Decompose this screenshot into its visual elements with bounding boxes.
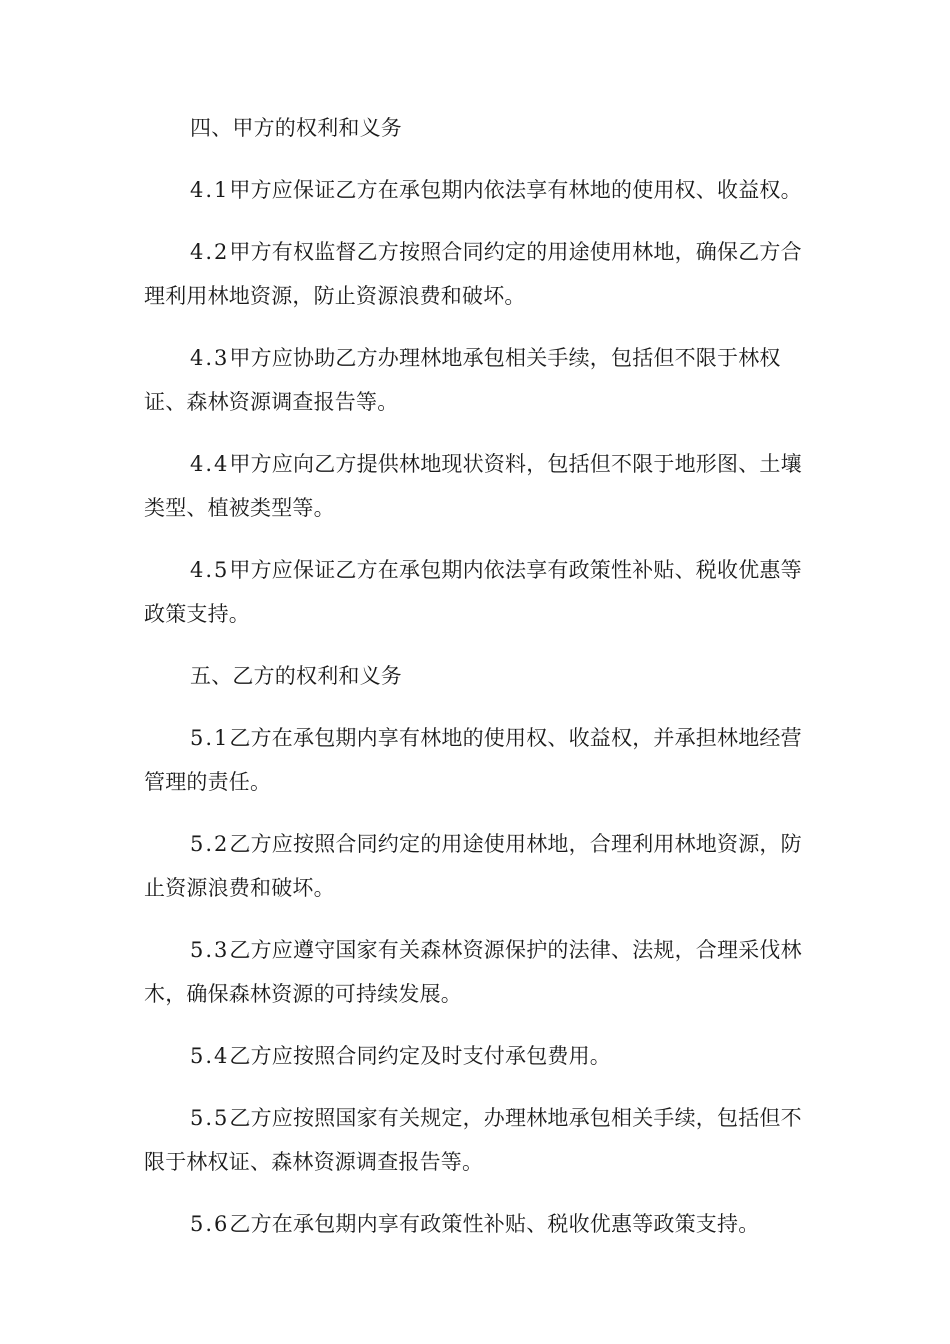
clause-number: 4.3: [190, 346, 230, 370]
clause-text: 甲方应协助乙方办理林地承包相关手续，包括但不限于林权证、森林资源调查报告等。: [144, 346, 781, 414]
clause-text: 甲方应保证乙方在承包期内依法享有林地的使用权、收益权。: [229, 178, 802, 202]
clause-5-6: [144, 1202, 810, 1246]
clause-4-2: [144, 230, 810, 318]
clause-text: 乙方应按照合同约定的用途使用林地，合理利用林地资源，防止资源浪费和破坏。: [144, 832, 802, 900]
clause-text: 甲方应保证乙方在承包期内依法享有政策性补贴、税收优惠等政策支持。: [144, 558, 802, 626]
clause-4-5: [144, 548, 810, 636]
clause-text: 乙方应按照国家有关规定，办理林地承包相关手续，包括但不限于林权证、森林资源调查报告等。: [144, 1106, 802, 1174]
clause-5-4: [144, 1034, 810, 1078]
clause-text: 乙方应遵守国家有关森林资源保护的法律、法规，合理采伐林木，确保森林资源的可持续发展。: [144, 938, 802, 1006]
clause-4-4: [144, 442, 810, 530]
clause-number: 4.4: [190, 452, 230, 476]
clause-text: 乙方在承包期内享有林地的使用权、收益权，并承担林地经营管理的责任。: [144, 726, 802, 794]
clause-5-3: [144, 928, 810, 1016]
clause-5-5: [144, 1096, 810, 1184]
clause-number: 4.1: [190, 178, 230, 202]
clause-number: 5.1: [190, 726, 230, 750]
clause-number: 4.2: [190, 240, 230, 264]
section-heading-party-b: 五、乙方的权利和义务: [190, 664, 402, 688]
clause-4-1: [144, 168, 810, 212]
clause-number: 5.2: [190, 832, 230, 856]
clause-text: 乙方在承包期内享有政策性补贴、税收优惠等政策支持。: [229, 1212, 760, 1236]
clause-text: 甲方有权监督乙方按照合同约定的用途使用林地，确保乙方合理利用林地资源，防止资源浪费和破坏。: [144, 240, 802, 308]
clause-4-3: [144, 336, 810, 424]
clause-number: 5.5: [190, 1106, 230, 1130]
clause-5-1: [144, 716, 810, 804]
clause-text: 甲方应向乙方提供林地现状资料，包括但不限于地形图、土壤类型、植被类型等。: [144, 452, 802, 520]
clause-number: 5.6: [190, 1212, 230, 1236]
clause-number: 5.3: [190, 938, 230, 962]
clause-text: 乙方应按照合同约定及时支付承包费用。: [229, 1044, 612, 1068]
clause-number: 4.5: [190, 558, 230, 582]
section-heading-party-a: 四、甲方的权利和义务: [190, 116, 402, 140]
clause-number: 5.4: [190, 1044, 230, 1068]
clause-5-2: [144, 822, 810, 910]
